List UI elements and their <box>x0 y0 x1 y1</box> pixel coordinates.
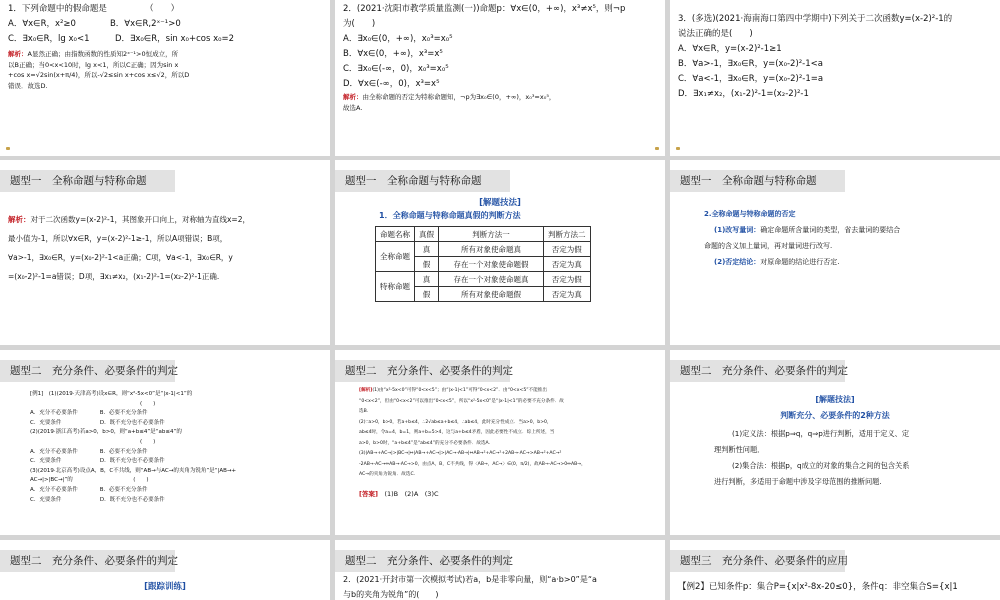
section-subtitle: 2.全称命题与特称命题的否定 <box>704 210 796 218</box>
slide-marker <box>655 147 659 150</box>
method-text: (1)定义法：根据p⇒q，q⇒p进行判断，适用于定义、定 <box>732 429 910 438</box>
slide-header: 题型一 全称命题与特称命题 <box>335 170 510 192</box>
method-title: [解题技法] <box>815 395 855 404</box>
example-line: ( ) <box>30 438 156 445</box>
analysis-label: 解析： <box>8 50 28 58</box>
table-cell: 全称命题 <box>376 242 415 272</box>
option-line: A．∃x₀∈(0，+∞)，x₀³=x₀⁵ <box>343 34 453 44</box>
table-header: 命题名称 <box>376 227 415 242</box>
question-line: 2．(2021·开封市第一次模拟考试)若a，b是非零向量，则“a·b>0”是“a <box>343 575 597 584</box>
point-text: 命题的含义加上量词，再对量词进行改写. <box>704 242 833 250</box>
table-header: 真假 <box>415 227 439 242</box>
analysis-text: (1)由“x²-5x<0”可得“0<x<5”；由“|x-1|<1”可得“0<x<2”．由“0<x<5”不能推出 <box>372 388 547 393</box>
point-text: 确定命题所含量词的类型，省去量词的要结合 <box>760 226 901 234</box>
question-line: 与b的夹角为锐角”的( ) <box>343 590 439 599</box>
slide-header: 题型二 充分条件、必要条件的判定 <box>335 550 510 572</box>
table-cell: 假 <box>415 257 439 272</box>
analysis-text: 故选A. <box>343 103 363 112</box>
table-cell: 否定为假 <box>544 242 591 257</box>
slide-header: 题型二 充分条件、必要条件的判定 <box>670 360 845 382</box>
table-header: 判断方法一 <box>439 227 544 242</box>
option-line: D．∃x₁≠x₂，(x₁-2)²-1=(x₂-2)²-1 <box>678 89 809 99</box>
slide-header: 题型二 充分条件、必要条件的判定 <box>0 550 175 572</box>
slide-12 <box>670 540 1000 600</box>
option-line: B．∀a>-1，∃x₀∈R，y=(x₀-2)²-1<a <box>678 59 823 69</box>
analysis-label: 解析： <box>8 215 31 224</box>
analysis-text: “0<x<2”，但由“0<x<2”可以推出“0<x<5”，所以“x²-5x<0”是“|x-1|<1”的必要不充分条件．故 <box>359 398 564 404</box>
table-cell: 否定为假 <box>544 272 591 287</box>
point-label: (1)改写量词： <box>714 226 761 234</box>
table-cell: 特称命题 <box>376 272 415 302</box>
slide-6 <box>670 160 1000 345</box>
method-text: 进行判断，多适用于命题中涉及字母范围的推断问题. <box>714 477 882 486</box>
analysis-text: 由全称命题的否定为特称命题知，¬p为∃x₀∈(0，+∞)，x₀³=x₀⁵， <box>362 93 556 101</box>
practice-title: [跟踪训练] <box>144 582 186 592</box>
example-line: [例1] (1)(2019·天津高考)设x∈R，则“x²-5x<0”是“|x-1|<1”的 <box>30 391 193 397</box>
analysis-text: 错误．故选D. <box>8 81 48 90</box>
analysis-text: (3)|AB→+AC→|>|BC→|⇔|AB→+AC→|>|AC→-AB→|⇔AB→²+AC→²+2AB→·AC→>AB→²+AC→² <box>359 451 562 456</box>
example-line: (2)(2019·浙江高考)若a>0，b>0，则“a+b≤4”是“ab≤4”的 <box>30 429 182 436</box>
analysis-text: a>0，b>0时，“a+b≤4”是“ab≤4”的充分不必要条件．故选A. <box>359 440 491 446</box>
table-cell: 存在一个对象使命题假 <box>439 257 544 272</box>
analysis-text: ab≤4时，令a=4，b=1，则a+b=5>4，这与a+b≤4矛盾，因此必要性不成立．综上所述，当 <box>359 430 555 435</box>
analysis-text: 最小值为-1，所以∀x∈R，y=(x-2)²-1≥-1，所以A项错误；B项， <box>8 234 228 243</box>
option-line: C．∃x₀∈R，lg x₀<1 D．∃x₀∈R，sin x₀+cos x₀=2 <box>8 34 235 44</box>
analysis-text: A显然正确；由指数函数的性质知2ˣ⁻¹>0恒成立，所 <box>27 50 179 58</box>
analysis-text: -2AB→·AC→⇔AB→·AC→>0，由点A，B，C不共线，得〈AB→，AC→〉∈(0，π/2)，故AB→·AC→>0⇔AB→， <box>359 461 586 467</box>
answer-label: [答案] <box>359 489 378 498</box>
method-text: 理判断性问题． <box>714 445 765 454</box>
analysis-text: +cos x=√2sin(x+π/4)，所以-√2≤sin x+cos x≤√2，所以D <box>8 71 190 79</box>
question-line: 说法正确的是( ) <box>678 29 753 39</box>
option-line: A．∀x∈R，x²≥0 B．∀x∈R,2ˣ⁻¹>0 <box>8 19 181 29</box>
slide-7 <box>0 350 330 535</box>
slide-header: 题型一 全称命题与特称命题 <box>670 170 845 192</box>
slide-3 <box>670 0 1000 156</box>
question-line: 3．(多选)(2021·海南海口第四中学期中)下列关于二次函数y=(x-2)²-1的 <box>678 14 953 24</box>
point-label: (2)否定结论： <box>714 258 761 266</box>
method-subtitle: 1．全称命题与特称命题真假的判断方法 <box>379 211 521 220</box>
analysis-text: =(x₀-2)²-1=a错误；D项，∃x₁≠x₂，(x₁-2)²-1=(x₂-2)²-1正确. <box>8 272 220 281</box>
analysis-text: 以B正确；当0<x<10时，lg x<1，所以C正确；因为sin x <box>8 60 179 69</box>
slide-4 <box>0 160 330 345</box>
option-line: C．充要条件 D．既不充分也不必要条件 <box>30 419 165 426</box>
slide-1 <box>0 0 330 156</box>
option-line: C．充要条件 D．既不充分也不必要条件 <box>30 496 165 503</box>
option-line: C．∀a<-1，∃x₀∈R，y=(x₀-2)²-1=a <box>678 74 824 84</box>
option-line: A．∀x∈R，y=(x-2)²-1≥1 <box>678 44 782 54</box>
slide-marker <box>6 147 10 150</box>
analysis-label: [解析] <box>359 388 373 393</box>
table-cell: 真 <box>415 242 439 257</box>
slide-header: 题型一 全称命题与特称命题 <box>0 170 175 192</box>
option-line: D．∀x∈(-∞，0)，x³=x⁵ <box>343 79 440 89</box>
slide-marker <box>676 147 680 150</box>
example-line: ( ) <box>30 400 156 407</box>
example-line: 【例2】已知条件p：集合P={x|x²-8x-20≤0}，条件q：非空集合S={x|1 <box>678 582 958 592</box>
table-header: 判断方法二 <box>544 227 591 242</box>
analysis-text: 对于二次函数y=(x-2)²-1，其图象开口向上，对称轴为直线x=2， <box>30 215 250 224</box>
option-line: A．充分不必要条件 B．必要不充分条件 <box>30 410 148 417</box>
example-line: (3)(2019·北京高考)设点A，B，C不共线，则“AB→与AC→的夹角为锐角”是“|AB→+ <box>30 467 237 474</box>
method-title: [解题技法] <box>479 198 521 208</box>
judgement-table <box>375 226 591 302</box>
analysis-text: AC→的夹角为锐角．故选C. <box>359 472 416 477</box>
table-cell: 所有对象使命题假 <box>439 287 544 302</box>
analysis-label: 解析： <box>343 93 363 101</box>
table-cell: 假 <box>415 287 439 302</box>
option-line: B．∀x∈(0，+∞)，x³=x⁵ <box>343 49 443 59</box>
table-cell: 真 <box>415 272 439 287</box>
table-cell: 否定为真 <box>544 287 591 302</box>
slide-header: 题型二 充分条件、必要条件的判定 <box>0 360 175 382</box>
method-subtitle: 判断充分、必要条件的2种方法 <box>780 411 890 420</box>
example-line: AC→|>|BC→|”的 ( ) <box>30 477 149 484</box>
option-line: C．∃x₀∈(-∞，0)，x₀³=x₀⁵ <box>343 64 449 74</box>
slide-header: 题型二 充分条件、必要条件的判定 <box>335 360 510 382</box>
analysis-text: 选B. <box>359 409 369 414</box>
question-line: 1．下列命题中的假命题是 （ ） <box>8 4 180 14</box>
slide-5 <box>335 160 665 345</box>
question-line: 为( ) <box>343 19 376 29</box>
slide-8 <box>335 350 665 535</box>
slide-11 <box>335 540 665 600</box>
analysis-text: ∀a>-1，∃x₀∈R，y=(x₀-2)²-1<a正确；C项，∀a<-1，∃x₀∈R，y <box>8 253 233 262</box>
question-line: 2．(2021·沈阳市教学质量监测(一))命题p：∀x∈(0，+∞)，x³≠x⁵，则¬p <box>343 4 626 14</box>
table-cell: 所有对象使命题真 <box>439 242 544 257</box>
option-line: A．充分不必要条件 B．必要不充分条件 <box>30 486 148 493</box>
table-cell: 存在一个对象使命题真 <box>439 272 544 287</box>
table-cell: 否定为真 <box>544 257 591 272</box>
slide-header: 题型三 充分条件、必要条件的应用 <box>670 550 845 572</box>
answer-text: (1)B (2)A (3)C <box>384 489 439 498</box>
slide-9 <box>670 350 1000 535</box>
option-line: C．充要条件 D．既不充分也不必要条件 <box>30 458 165 465</box>
analysis-text: (2)∵a>0，b>0，若a+b≤4，∴2√ab≤a+b≤4，∴ab≤4，此时充分性成立．当a>0，b>0， <box>359 419 552 425</box>
slide-10 <box>0 540 330 600</box>
point-text: 对原命题的结论进行否定. <box>760 258 840 266</box>
slide-2 <box>335 0 665 156</box>
option-line: A．充分不必要条件 B．必要不充分条件 <box>30 448 148 455</box>
method-text: (2)集合法：根据p，q成立的对象的集合之间的包含关系 <box>732 461 910 470</box>
